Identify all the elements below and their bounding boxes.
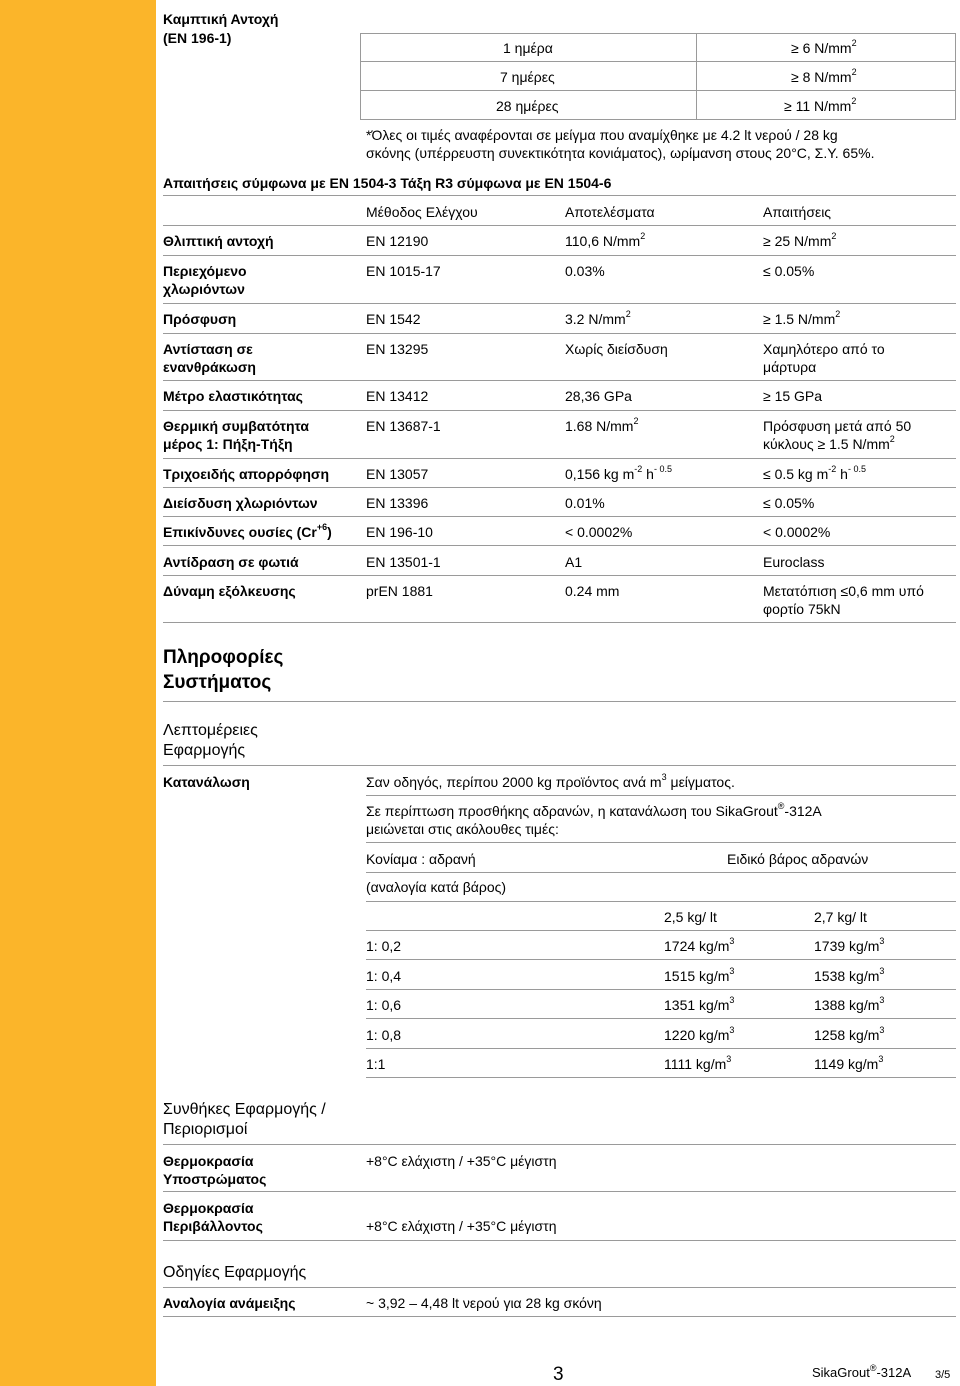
section-rule	[163, 765, 956, 766]
density-2-5: 1220 $kg/m^3$	[664, 1025, 735, 1043]
density-2-5: 1351 $kg/m^3$	[664, 995, 735, 1013]
row-rule	[366, 1018, 956, 1019]
row-rule	[163, 545, 956, 546]
method: EN 196-10	[366, 524, 433, 540]
row-rule	[163, 1316, 956, 1317]
substrate-temp-label: Θερμοκρασία	[163, 1153, 254, 1169]
requirement: Χαμηλότερο από το	[763, 341, 885, 357]
row-rule	[163, 303, 956, 304]
row-rule	[366, 1048, 956, 1049]
property-carbonation: Αντίσταση σε	[163, 341, 253, 357]
ambient-temp-label: Θερμοκρασία	[163, 1200, 254, 1216]
row-rule	[366, 989, 956, 990]
property-elastic-modulus: Μέτρο ελαστικότητας	[163, 388, 303, 404]
specific-weight-header: Ειδικό βάρος αδρανών	[727, 851, 869, 867]
property-thermal: Θερμική συμβατότητα	[163, 418, 310, 434]
density-2-5: 1724 $kg/m^3$	[664, 936, 735, 954]
flexural-table-rule	[360, 119, 956, 120]
requirement-l2: μάρτυρα	[763, 359, 817, 375]
flexural-table-border	[955, 33, 956, 120]
density-2-5: 1515 $kg/m^3$	[664, 966, 735, 984]
flexural-table-rule	[360, 61, 956, 62]
row-rule	[163, 255, 956, 256]
density-2-7: 1149 $kg/m^3$	[814, 1054, 884, 1072]
row-rule	[163, 1191, 956, 1192]
row-rule	[163, 516, 956, 517]
flexural-value: ≥ 6 $N/mm^2$	[791, 38, 857, 56]
requirement: ≥ 1.5 $N/mm^2$	[763, 309, 841, 327]
section-rule	[163, 701, 956, 702]
col-header-2-7: 2,7 kg/ lt	[814, 909, 867, 925]
property-thermal-l2: μέρος 1: Πήξη-Τήξη	[163, 436, 293, 452]
substrate-temp-label-l2: Υποστρώματος	[163, 1171, 267, 1187]
ratio: 1: 0,4	[366, 968, 402, 984]
row-rule	[366, 930, 956, 931]
header-results: Αποτελέσματα	[565, 204, 655, 220]
section-rule	[163, 1287, 956, 1288]
requirement: ≤ 0.05%	[763, 495, 815, 511]
section-rule	[163, 1144, 956, 1145]
details-title-line2: Εφαρμογής	[163, 742, 246, 759]
ratio: 1: 0,6	[366, 997, 402, 1013]
row-rule	[163, 575, 956, 576]
method: EN 13501-1	[366, 554, 441, 570]
header-requirements: Απαιτήσεις	[763, 204, 832, 220]
density-2-7: 1388 $kg/m^3$	[814, 995, 885, 1013]
conditions-title-line1: Συνθήκες Εφαρμογής /	[163, 1101, 326, 1118]
result: 1.68 $N/mm^2$	[565, 416, 639, 434]
method: EN 13396	[366, 495, 429, 511]
property-compressive: Θλιπτική αντοχή	[163, 233, 274, 249]
row-rule	[366, 1077, 956, 1078]
method: EN 1542	[366, 311, 421, 327]
row-rule	[366, 872, 956, 873]
property-chloride-penetration: Διείσδυση χλωριόντων	[163, 495, 318, 511]
row-rule	[366, 795, 956, 796]
details-title-line1: Λεπτομέρειες	[163, 722, 258, 739]
property-capillary: Τριχοειδής απορρόφηση	[163, 466, 330, 482]
method: EN 13295	[366, 341, 429, 357]
row-rule	[163, 458, 956, 459]
flexural-age: 28 ημέρες	[496, 98, 559, 114]
flexural-age: 7 ημέρες	[500, 69, 555, 85]
footer-page-of: 3/5	[935, 1369, 951, 1381]
row-rule	[163, 380, 956, 381]
row-rule	[366, 959, 956, 960]
flexural-table-border	[360, 33, 361, 120]
requirement: ≥ 25 $N/mm^2$	[763, 231, 837, 249]
row-rule	[163, 622, 956, 623]
property-pullout: Δύναμη εξόλκευσης	[163, 583, 296, 599]
row-rule	[163, 487, 956, 488]
result: A1	[565, 554, 583, 570]
instructions-title: Οδηγίες Εφαρμογής	[163, 1264, 307, 1281]
ambient-temp-value: +8°C ελάχιστη / +35°C μέγιστη	[366, 1218, 557, 1234]
property-chloride-content-l2: χλωριόντων	[163, 281, 245, 297]
consumption-text: Σαν οδηγός, περίπου 2000 kg προϊόντος ανά $m^3$ μείγματος.	[366, 772, 735, 790]
ratio-header-line2: (αναλογία κατά βάρος)	[366, 879, 507, 895]
row-rule	[163, 333, 956, 334]
ambient-temp-label-l2: Περιβάλλοντος	[163, 1218, 263, 1234]
conditions-title-line2: Περιορισμοί	[163, 1121, 248, 1138]
flexural-value: ≥ 11 $N/mm^2$	[784, 96, 857, 114]
ratio: 1:1	[366, 1056, 386, 1072]
flexural-table-divider	[696, 33, 697, 120]
method: EN 13412	[366, 388, 429, 404]
flexural-note-line2: σκόνης (υπέρρευστη συνεκτικότητα κονιάματος), ωρίμανση στους 20°C, Σ.Υ. 65%.	[366, 145, 875, 161]
requirement: ≤ 0.05%	[763, 263, 815, 279]
property-dangerous-substances: Επικίνδυνες ουσίες $(Cr^{+6})$	[163, 522, 332, 540]
requirements-title: Απαιτήσεις σύμφωνα με EN 1504-3 Τάξη R3 σύμφωνα με EN 1504-6	[163, 175, 612, 191]
result: 110,6 $N/mm^2$	[565, 231, 646, 249]
flexural-title-line2: (EN 196-1)	[163, 30, 232, 46]
page-number: 3	[553, 1364, 564, 1385]
result: 28,36 GPa	[565, 388, 632, 404]
density-2-5: 1111 $kg/m^3$	[664, 1054, 732, 1072]
consumption-label: Κατανάλωση	[163, 774, 250, 790]
footer-product-name: SikaGrout®-312A	[812, 1362, 912, 1380]
result: 0.24 mm	[565, 583, 620, 599]
result: < 0.0002%	[565, 524, 633, 540]
ratio: 1: 0,8	[366, 1027, 402, 1043]
header-method: Μέθοδος Ελέγχου	[366, 204, 478, 220]
property-adhesion: Πρόσφυση	[163, 311, 237, 327]
result: 0.01%	[565, 495, 605, 511]
result: Χωρίς διείσδυση	[565, 341, 668, 357]
requirement: Μετατόπιση ≤0,6 mm υπό	[763, 583, 924, 599]
ratio-header-line1: Κονίαμα : αδρανή	[366, 851, 476, 867]
property-carbonation-l2: ενανθράκωση	[163, 359, 256, 375]
requirement-l2: κύκλους ≥ 1.5 $N/mm^2$	[763, 434, 895, 452]
aggregates-text-line2: μειώνεται στις ακόλουθες τιμές:	[366, 821, 559, 837]
substrate-temp-value: +8°C ελάχιστη / +35°C μέγιστη	[366, 1153, 557, 1169]
method: prEN 1881	[366, 583, 433, 599]
method: EN 13057	[366, 466, 429, 482]
yellow-sidebar	[0, 0, 156, 1386]
section-rule	[163, 195, 956, 196]
aggregates-text-line1: Σε περίπτωση προσθήκης αδρανών, η κατανάλωση του SikaGrout®-312A	[366, 801, 822, 819]
row-rule	[366, 901, 956, 902]
method: EN 12190	[366, 233, 429, 249]
density-2-7: 1258 $kg/m^3$	[814, 1025, 885, 1043]
flexural-table-rule	[360, 90, 956, 91]
flexural-title-line1: Καμπτική Αντοχή	[163, 11, 279, 27]
result: 3.2 $N/mm^2$	[565, 309, 631, 327]
system-title-line1: Πληροφορίες	[163, 647, 284, 668]
mix-ratio-label: Αναλογία ανάμειξης	[163, 1295, 296, 1311]
requirement: ≤ 0.5 kg $m^{-2}$ $h^{- 0.5}$	[763, 464, 866, 482]
requirement: Euroclass	[763, 554, 825, 570]
requirement: ≥ 15 GPa	[763, 388, 823, 404]
col-header-2-5: 2,5 kg/ lt	[664, 909, 717, 925]
requirement-l2: φορτίο 75kN	[763, 601, 841, 617]
result: 0,156 kg $m^{-2}$ $h^{- 0.5}$	[565, 464, 672, 482]
row-rule	[366, 842, 956, 843]
property-chloride-content: Περιεχόμενο	[163, 263, 247, 279]
flexural-note-line1: *Όλες οι τιμές αναφέρονται σε μείγμα που αναμίχθηκε με 4.2 lt νερού / 28 kg	[366, 127, 838, 143]
flexural-age: 1 ημέρα	[503, 40, 553, 56]
mix-ratio-value: ~ 3,92 – 4,48 lt νερού για 28 kg σκόνη	[366, 1295, 602, 1311]
density-2-7: 1739 $kg/m^3$	[814, 936, 885, 954]
requirement: < 0.0002%	[763, 524, 831, 540]
row-rule	[163, 1240, 956, 1241]
property-fire-reaction: Αντίδραση σε φωτιά	[163, 554, 299, 570]
result: 0.03%	[565, 263, 605, 279]
system-title-line2: Συστήματος	[163, 672, 272, 693]
density-2-7: 1538 $kg/m^3$	[814, 966, 885, 984]
method: EN 13687-1	[366, 418, 441, 434]
flexural-value: ≥ 8 $N/mm^2$	[791, 67, 857, 85]
ratio: 1: 0,2	[366, 938, 402, 954]
method: EN 1015-17	[366, 263, 441, 279]
flexural-table-rule	[360, 33, 956, 34]
requirement: Πρόσφυση μετά από 50	[763, 418, 912, 434]
row-rule	[163, 225, 956, 226]
row-rule	[163, 410, 956, 411]
